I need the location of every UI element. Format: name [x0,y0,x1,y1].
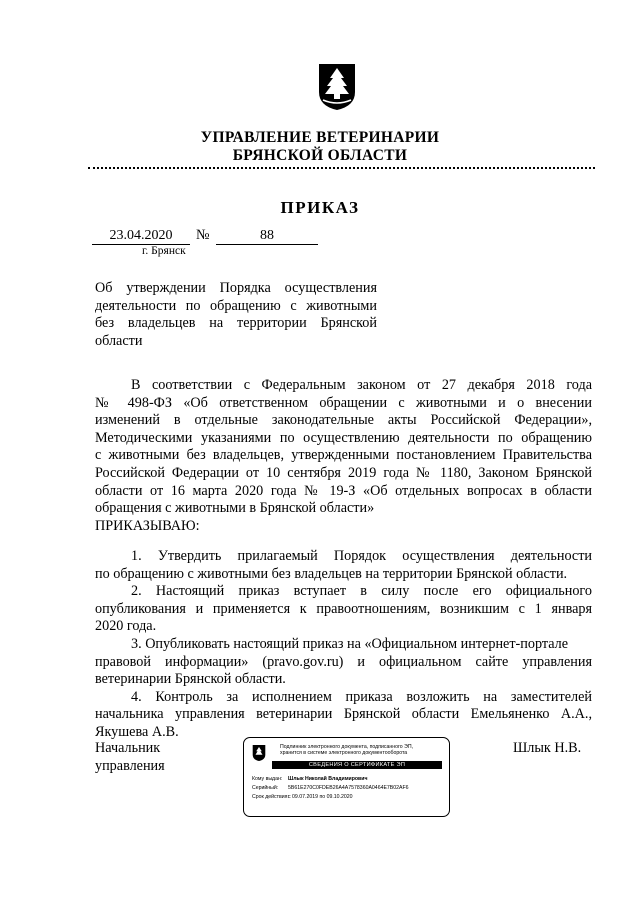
document-subject [95,280,377,350]
stamp-note-line1: Подлинник электронного документа, подписанного ЭП, [280,744,414,750]
signer-position-line1: Начальник [95,740,161,756]
subject-line: деятельности по обращению с животными [95,297,377,314]
preamble-line: изменений в отдельные законодательные акты Российской Федерации», [95,412,592,429]
preamble-line: В соответствии с Федеральным законом от 27 декабря 2018 года [131,377,592,393]
order-item: 1. Утвердить прилагаемый Порядок осуществления деятельности по обращению с животными без владельцев на территории Брянской области. [95,548,592,582]
document-number: 88 [216,227,318,245]
preamble-line: Российской Федерации от 10 сентября 2019 года № 1180, Законом Брянской [95,464,592,481]
stamp-validity-label: Срок действия: [252,794,289,800]
e-signature-stamp [243,737,450,817]
order-item: 3. Опубликовать настоящий приказ на «Официальном интернет-портале правовой информации» (pravo.gov.ru) и официальном сайте управления ветеринарии Брянской области. [95,635,592,688]
document-city: г. Брянск [142,245,186,257]
order-item: 2. Настоящий приказ вступает в силу после его официального опубликования и применяется к правоотношениям, возникшим с 1 января 2020 года. [95,583,592,635]
preamble-line: области от 16 марта 2020 года № 19-З «Об отдельных вопросах в области [95,482,592,499]
stamp-serial-label: Серийный: [252,785,279,791]
signer-name: Шлык Н.В. [513,740,582,756]
stamp-emblem-icon [252,744,266,762]
number-sign: № [196,227,210,243]
subject-line: без владельцев на территории Брянской [95,315,377,332]
order-items [95,548,592,742]
stamp-validity: с 09.07.2019 по 09.10.2020 [288,794,353,800]
preamble [95,377,592,535]
preamble-line: № 498-ФЗ «Об ответственном обращении с животными и о внесении [95,394,592,411]
document-date: 23.04.2020 [92,227,190,245]
stamp-note-line2: хранится в системе электронного документооборота [280,750,408,756]
document-type: ПРИКАЗ [280,198,360,217]
stamp-header: СВЕДЕНИЯ О СЕРТИФИКАТЕ ЭП [272,761,442,769]
preamble-line: Методическими указаниями по осуществлению деятельности по обращению [95,429,592,446]
stamp-issued-to: Шлык Николай Владимирович [288,776,368,782]
subject-line: области [95,332,143,349]
coat-of-arms-icon [317,62,357,112]
signer-position-line2: управления [95,758,165,774]
preamble-line: обращения с животными в Брянской области» [95,500,375,517]
org-name-line2: БРЯНСКОЙ ОБЛАСТИ [232,147,408,164]
preamble-line: с животными без владельцев, утвержденными постановлением Правительства [95,447,592,464]
org-name-line1: УПРАВЛЕНИЕ ВЕТЕРИНАРИИ [200,129,440,146]
subject-line: Об утверждении Порядка осуществления [95,280,377,296]
header-divider [88,167,595,169]
order-word: ПРИКАЗЫВАЮ: [95,517,200,534]
stamp-serial: 5B61E270C0FDEB26A4A7578360A0464E7B02AF6 [288,785,409,791]
order-item: 4. Контроль за исполнением приказа возложить на заместителей начальника управления ветеринарии Брянской области Емельяненко А.А., Якушева А.В. [95,688,592,740]
stamp-issued-to-label: Кому выдан: [252,776,283,782]
